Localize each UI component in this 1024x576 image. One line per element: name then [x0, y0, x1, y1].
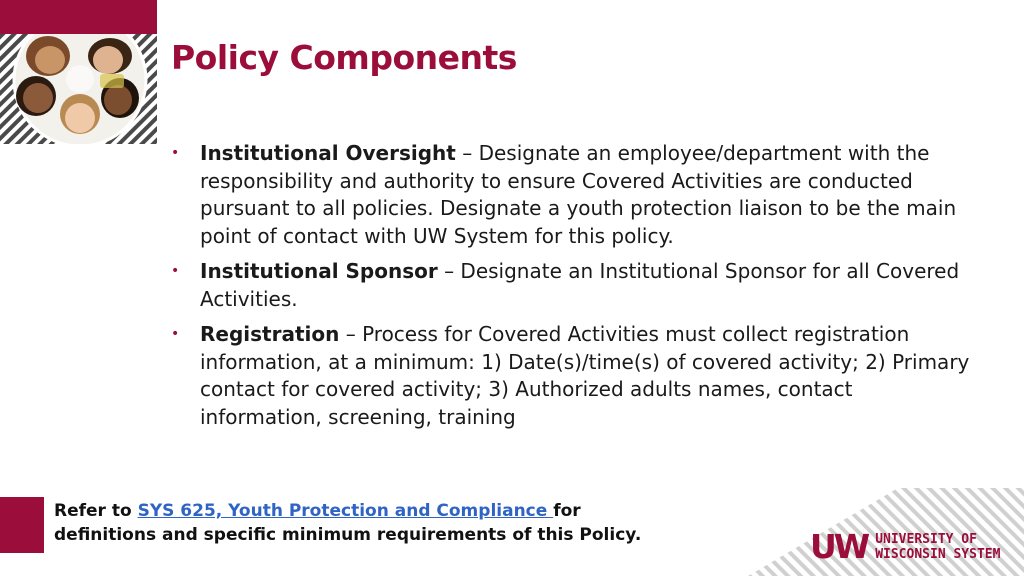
footer-accent-block — [0, 497, 44, 553]
uw-logo-wordmark — [875, 532, 1000, 562]
uw-logo-line2: WISCONSIN SYSTEM — [875, 547, 1001, 562]
bullet-term: Registration — [200, 322, 340, 346]
bullet-icon: • — [171, 326, 180, 342]
list-item-institutional-sponsor — [171, 258, 971, 313]
footer-reference — [54, 500, 674, 547]
list-item-registration — [171, 321, 971, 431]
uw-logo-line1: UNIVERSITY OF — [875, 532, 977, 547]
footer-suffix: for definitions and specific minimum requirements of this Policy. — [54, 501, 642, 545]
bullet-term: Institutional Sponsor — [200, 259, 438, 283]
bullet-term: Institutional Oversight — [200, 141, 456, 165]
bullet-icon: • — [171, 145, 180, 161]
sys-625-policy-link[interactable]: SYS 625, Youth Protection and Compliance — [137, 501, 554, 521]
bullet-text: – Designate an employee/department with the responsibility and authority to ensure Covered Activities are conducted pursuant to all policies. Designate a youth protection liaison to be the main point of contact with UW System for this policy. — [200, 141, 957, 248]
bullet-text: – Designate an Institutional Sponsor for all Covered Activities. — [200, 259, 960, 311]
bullet-icon: • — [171, 263, 180, 279]
list-item-institutional-oversight — [171, 140, 971, 250]
uw-system-logo — [810, 527, 1001, 566]
footer-prefix: Refer to — [54, 501, 138, 521]
uw-logo-mark: UW — [810, 527, 868, 566]
children-photo — [0, 34, 157, 144]
bullet-text: – Process for Covered Activities must collect registration information, at a minimum: 1) Date(s)/time(s) of covered activity; 2) Primary contact for covered activity; 3) Authorized adults names, contact information, screening, training — [200, 322, 970, 429]
policy-components-list — [171, 140, 971, 439]
header-accent-block — [0, 0, 157, 34]
page-title: Policy Components — [171, 38, 517, 77]
